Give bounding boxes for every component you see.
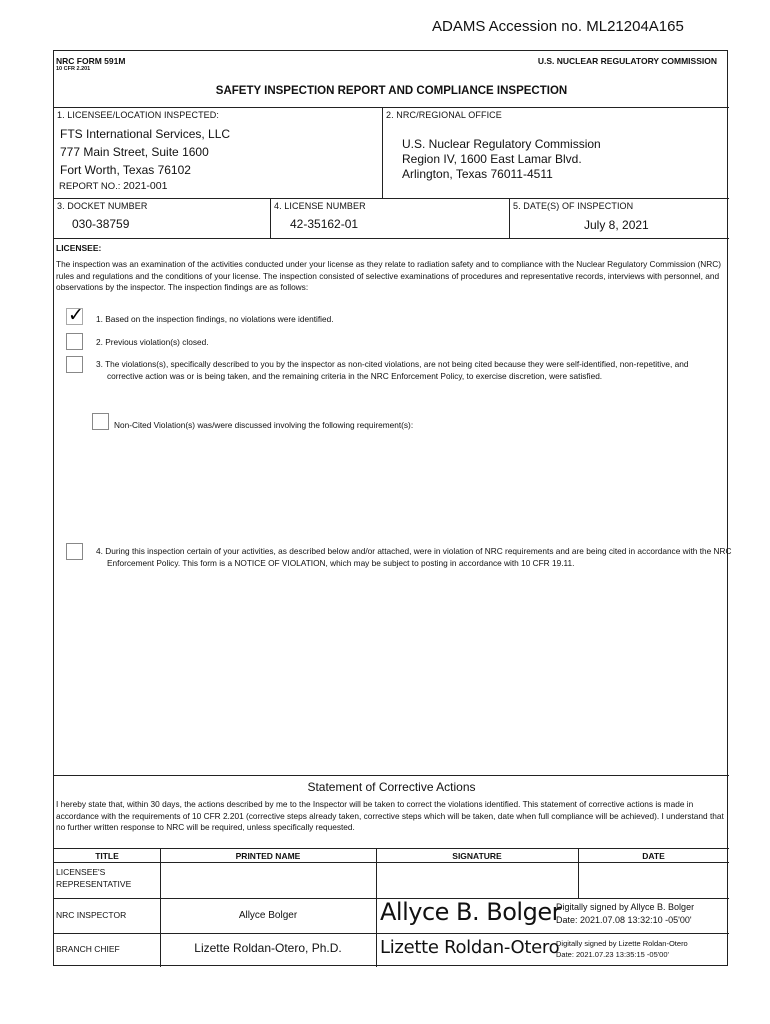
divider	[54, 775, 729, 776]
checkbox-item-4[interactable]	[66, 543, 83, 560]
regional-office-address	[402, 137, 601, 182]
docket-number-label: 3. DOCKET NUMBER	[57, 201, 148, 211]
divider	[382, 107, 383, 198]
regional-office-street: Region IV, 1600 East Lamar Blvd.	[402, 152, 582, 166]
inspector-printed-name: Allyce Bolger	[238, 910, 298, 921]
inspection-date-value: July 8, 2021	[584, 218, 649, 232]
licensee-street: 777 Main Street, Suite 1600	[60, 145, 209, 159]
table-header-signature: SIGNATURE	[452, 851, 502, 861]
row-title-branch-chief: BRANCH CHIEF	[56, 944, 120, 954]
regional-office-label: 2. NRC/REGIONAL OFFICE	[386, 110, 502, 120]
inspector-digital-signature	[556, 901, 728, 927]
nrc-form	[53, 50, 732, 966]
checkbox-item-3[interactable]	[66, 356, 83, 373]
branch-chief-digital-signature	[556, 938, 728, 960]
checkbox-non-cited[interactable]	[92, 413, 109, 430]
regional-office-city: Arlington, Texas 76011-4511	[402, 167, 553, 181]
checkbox-item-2[interactable]	[66, 333, 83, 350]
finding-item-1: 1. Based on the inspection findings, no violations were identified.	[96, 314, 334, 324]
finding-item-3: 3. The violations(s), specifically described to you by the inspector as non-cited violations, are not being cited because they were self-identified, non-repetitive, and corrective action was or is being taken, and the remaining criteria in the NRC Enforcement Policy, to exercise discretion, were satisfied.	[96, 359, 689, 381]
checkbox-item-1[interactable]	[66, 305, 84, 326]
regional-office-name: U.S. Nuclear Regulatory Commission	[402, 137, 601, 151]
inspector-signature-date: Date: 2021.07.08 13:32:10 -05'00'	[556, 915, 692, 925]
corrective-actions-heading: Statement of Corrective Actions	[307, 780, 476, 794]
license-number-value: 42-35162-01	[290, 217, 359, 231]
divider	[270, 198, 271, 238]
table-header-date: DATE	[642, 851, 665, 861]
licensee-location-label: 1. LICENSEE/LOCATION INSPECTED:	[57, 110, 219, 120]
non-cited-violation-text: Non-Cited Violation(s) was/were discussed involving the following requirement(s):	[114, 420, 414, 430]
finding-item-4: 4. During this inspection certain of your activities, as described below and/or attached, were in violation of NRC requirements and are being cited in accordance with the NRC Enforcement Policy. This form is a NOTICE OF VIOLATION, which may be subject to posting in accordance with 10 CFR 19.11.	[96, 546, 732, 568]
licensee-name: FTS International Services, LLC	[60, 127, 231, 141]
divider	[54, 238, 729, 239]
report-number-value: 2021-001	[123, 180, 168, 192]
branch-chief-printed-name: Lizette Roldan-Otero, Ph.D.	[194, 941, 342, 955]
divider	[382, 198, 729, 199]
divider	[54, 933, 729, 934]
divider	[509, 198, 510, 238]
inspection-date-label: 5. DATE(S) OF INSPECTION	[513, 201, 634, 211]
finding-item-2: 2. Previous violation(s) closed.	[96, 337, 209, 347]
form-title: SAFETY INSPECTION REPORT AND COMPLIANCE INSPECTION	[215, 85, 568, 97]
table-header-printed-name: PRINTED NAME	[235, 851, 301, 861]
branch-chief-signature-date: Date: 2021.07.23 13:35:15 -05'00'	[556, 950, 669, 959]
form-cfr: 10 CFR 2.201	[56, 66, 91, 72]
divider	[54, 107, 729, 108]
report-number-label: REPORT NO.:	[59, 181, 121, 192]
corrective-actions-text: I hereby state that, within 30 days, the actions described by me to the Inspector will be taken to correct the violations identified. This statement of corrective actions is made in accordance with the requirements of 10 CFR 2.201 (corrective steps already taken, corrective steps which will be taken, date when full compliance will be achieved). I understand that no further written response to NRC will be required, unless specifically requested.	[56, 799, 724, 832]
branch-chief-digital-signed-by: Digitally signed by Lizette Roldan-Otero	[556, 939, 688, 948]
divider	[54, 862, 729, 863]
accession-number: ADAMS Accession no. ML21204A165	[432, 18, 684, 35]
inspection-intro: The inspection was an examination of the activities conducted under your license as they relate to radiation safety and to compliance with the Nuclear Regulatory Commission (NRC) rules and regulations and the conditions of your license. The inspection consisted of selective examinations of procedures and representative records, interviews with personnel, and observations by the inspector. The inspection findings are as follows:	[56, 259, 722, 292]
licensee-address	[60, 125, 230, 179]
divider	[54, 848, 729, 849]
agency-name: U.S. NUCLEAR REGULATORY COMMISSION	[537, 56, 717, 66]
licensee-city: Fort Worth, Texas 76102	[60, 163, 191, 177]
branch-chief-signature: Lizette Roldan-Otero	[380, 937, 560, 958]
inspector-signature: Allyce B. Bolger	[380, 898, 561, 926]
row-title-nrc-inspector: NRC INSPECTOR	[56, 910, 127, 920]
inspector-digital-signed-by: Digitally signed by Allyce B. Bolger	[556, 902, 695, 912]
divider	[376, 848, 377, 967]
report-number	[59, 180, 167, 192]
form-id: NRC FORM 591M	[56, 56, 126, 66]
divider	[54, 198, 382, 199]
licensee-heading: LICENSEE:	[56, 243, 102, 253]
table-header-title: TITLE	[95, 851, 119, 861]
license-number-label: 4. LICENSE NUMBER	[274, 201, 366, 211]
docket-number-value: 030-38759	[72, 217, 130, 231]
row-title-licensee-representative: LICENSEE'S REPRESENTATIVE	[56, 867, 132, 889]
check-mark-icon: ✓	[68, 305, 84, 326]
